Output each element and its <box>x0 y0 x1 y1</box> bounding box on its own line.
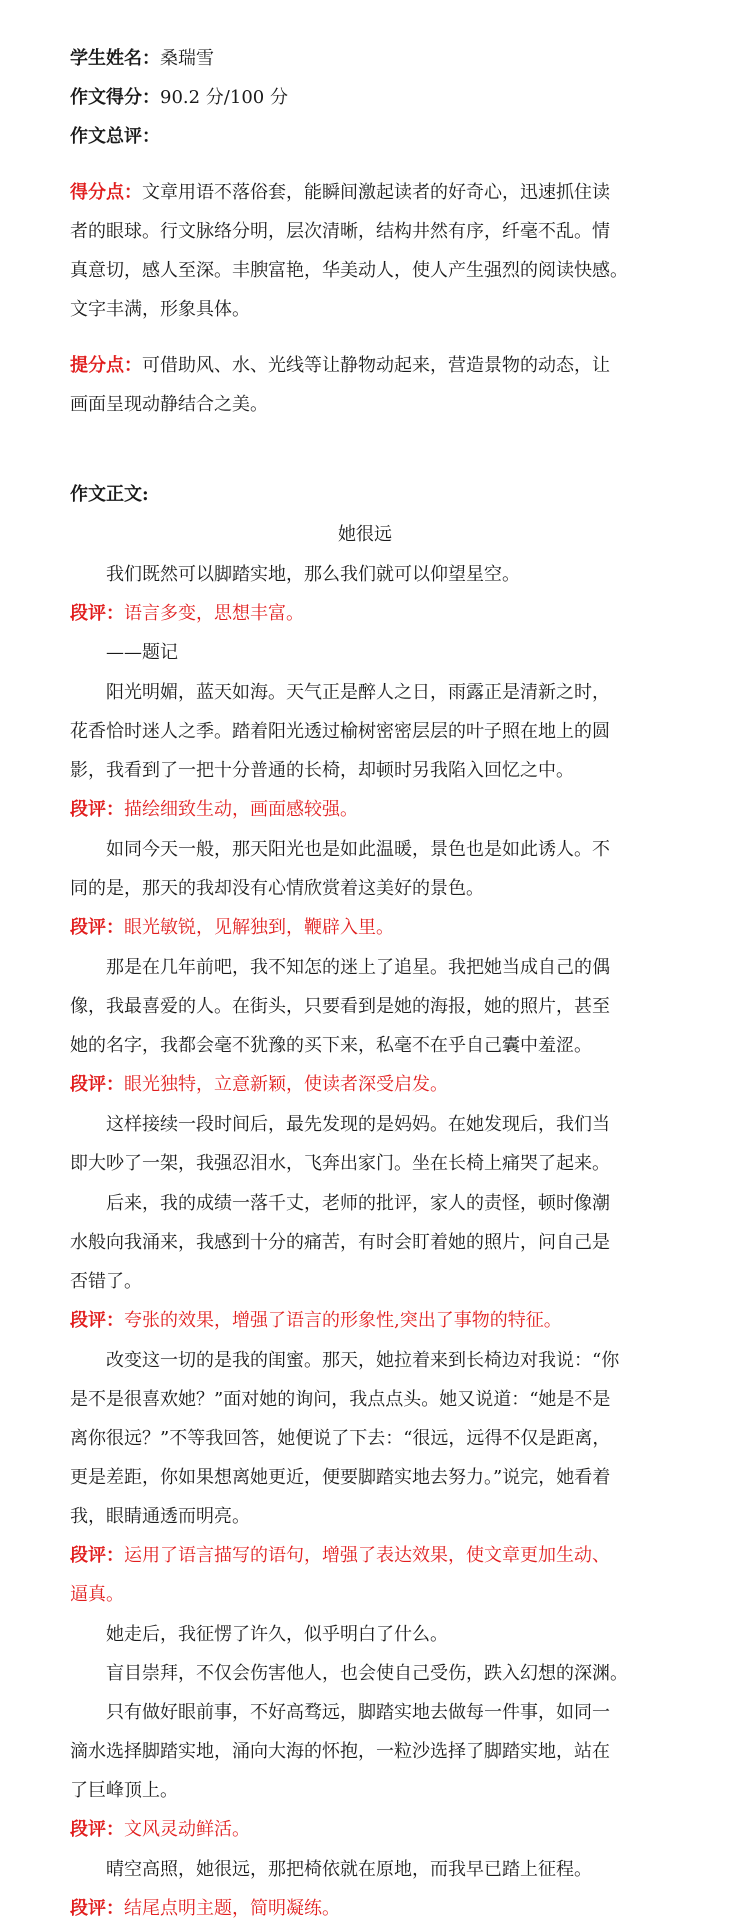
comment-label: 段评： <box>70 917 124 938</box>
comment-label: 段评： <box>70 1074 124 1095</box>
improve-line: 画面呈现动静结合之美。 <box>70 394 268 415</box>
essay-paragraph-start: 晴空高照，她很远，那把椅依就在原地，而我早已踏上征程。 <box>106 1859 592 1880</box>
essay-paragraph-start: 那是在几年前吧，我不知怎的迷上了追星。我把她当成自己的偶 <box>106 957 610 978</box>
paragraph-comment-continuation: 逼真。 <box>70 1584 124 1605</box>
essay-line: 是不是很喜欢她？”面对她的询问，我点点头。她又说道：“她是不是 <box>70 1389 611 1410</box>
paragraph-comment <box>70 1306 670 1332</box>
score-row <box>70 83 670 109</box>
essay-paragraph-start: 盲目崇拜，不仅会伤害他人，也会使自己受伤，跌入幻想的深渊。 <box>106 1663 628 1684</box>
essay-paragraph-start: 如同今天一般，那天阳光也是如此温暖，景色也是如此诱人。不 <box>106 839 610 860</box>
merit-line <box>70 178 670 204</box>
essay-paragraph-start: 后来，我的成绩一落千丈，老师的批评，家人的责怪，顿时像潮 <box>106 1193 610 1214</box>
score-value: 90.2 分/100 分 <box>160 87 288 108</box>
merit-text: 文章用语不落俗套，能瞬间激起读者的好奇心，迅速抓住读 <box>142 182 610 203</box>
merit-line: 文字丰满，形象具体。 <box>70 299 250 320</box>
paragraph-comment <box>70 599 670 625</box>
essay-line: 滴水选择脚踏实地，涌向大海的怀抱，一粒沙选择了脚踏实地，站在 <box>70 1741 610 1762</box>
essay-line: 了巨峰顶上。 <box>70 1780 178 1801</box>
paragraph-comment <box>70 1894 670 1920</box>
essay-line: 否错了。 <box>70 1271 142 1292</box>
essay-line: 即大吵了一架，我强忍泪水，飞奔出家门。坐在长椅上痛哭了起来。 <box>70 1153 610 1174</box>
comment-label: 段评： <box>70 799 124 820</box>
score-label: 作文得分： <box>70 87 160 108</box>
essay-line: 影，我看到了一把十分普通的长椅，却顿时另我陷入回忆之中。 <box>70 760 574 781</box>
paragraph-comment <box>70 1541 670 1567</box>
improve-text: 可借助风、水、光线等让静物动起来，营造景物的动态，让 <box>142 355 610 376</box>
comment-text: 语言多变，思想丰富。 <box>124 603 304 624</box>
essay-line: 更是差距，你如果想离她更近，便要脚踏实地去努力。”说完，她看着 <box>70 1467 611 1488</box>
essay-paragraph-start: 只有做好眼前事，不好高骛远，脚踏实地去做每一件事，如同一 <box>106 1702 610 1723</box>
essay-line: 像，我最喜爱的人。在街头，只要看到是她的海报，她的照片，甚至 <box>70 996 610 1017</box>
essay-paragraph-start: 改变这一切的是我的闺蜜。那天，她拉着来到长椅边对我说：“你 <box>106 1350 620 1371</box>
comment-text: 文风灵动鲜活。 <box>124 1819 250 1840</box>
essay-line: 离你很远？”不等我回答，她便说了下去：“很远，远得不仅是距离， <box>70 1428 611 1449</box>
essay-paragraph-start: 我们既然可以脚踏实地，那么我们就可以仰望星空。 <box>106 564 520 585</box>
student-label: 学生姓名： <box>70 48 160 69</box>
comment-text: 运用了语言描写的语句，增强了表达效果，使文章更加生动、 <box>124 1545 610 1566</box>
comment-text: 夸张的效果，增强了语言的形象性,突出了事物的特征。 <box>124 1310 562 1331</box>
improve-label: 提分点： <box>70 355 142 376</box>
essay-line: 花香恰时迷人之季。踏着阳光透过榆树密密层层的叶子照在地上的圆 <box>70 721 610 742</box>
essay-line: 她的名字，我都会毫不犹豫的买下来，私毫不在乎自己囊中羞涩。 <box>70 1035 592 1056</box>
merit-line: 真意切，感人至深。丰腴富艳，华美动人，使人产生强烈的阅读快感。 <box>70 260 628 281</box>
comment-text: 眼光敏锐，见解独到，鞭辟入里。 <box>124 917 394 938</box>
comment-label: 段评： <box>70 1310 124 1331</box>
merit-label: 得分点： <box>70 182 142 203</box>
comment-text: 结尾点明主题，简明凝练。 <box>124 1898 340 1919</box>
improve-line <box>70 351 670 377</box>
paragraph-comment <box>70 1815 670 1841</box>
essay-paragraph-start: ——题记 <box>106 642 178 663</box>
essay-paragraph-start: 她走后，我征愣了许久，似乎明白了什么。 <box>106 1624 448 1645</box>
essay-line: 我，眼睛通透而明亮。 <box>70 1506 250 1527</box>
paragraph-comment <box>70 795 670 821</box>
comment-label: 段评： <box>70 1819 124 1840</box>
essay-body-label: 作文正文: <box>70 484 149 505</box>
comment-text: 眼光独特，立意新颖，使读者深受启发。 <box>124 1074 448 1095</box>
comment-text: 描绘细致生动，画面感较强。 <box>124 799 358 820</box>
student-name-row <box>70 44 670 70</box>
comment-label: 段评： <box>70 1545 124 1566</box>
overall-review-label: 作文总评： <box>70 126 160 147</box>
paragraph-comment <box>70 913 670 939</box>
essay-line: 水般向我涌来，我感到十分的痛苦，有时会盯着她的照片，问自己是 <box>70 1232 610 1253</box>
paragraph-comment <box>70 1070 670 1096</box>
essay-paragraph-start: 阳光明媚，蓝天如海。天气正是醉人之日，雨露正是清新之时， <box>106 682 610 703</box>
merit-line: 者的眼球。行文脉络分明，层次清晰，结构井然有序，纤毫不乱。情 <box>70 221 610 242</box>
essay-line: 同的是，那天的我却没有心情欣赏着这美好的景色。 <box>70 878 484 899</box>
essay-paragraph-start: 这样接续一段时间后，最先发现的是妈妈。在她发现后，我们当 <box>106 1114 610 1135</box>
comment-label: 段评： <box>70 603 124 624</box>
comment-label: 段评： <box>70 1898 124 1919</box>
essay-title: 她很远 <box>338 524 392 545</box>
student-name: 桑瑞雪 <box>160 48 214 69</box>
